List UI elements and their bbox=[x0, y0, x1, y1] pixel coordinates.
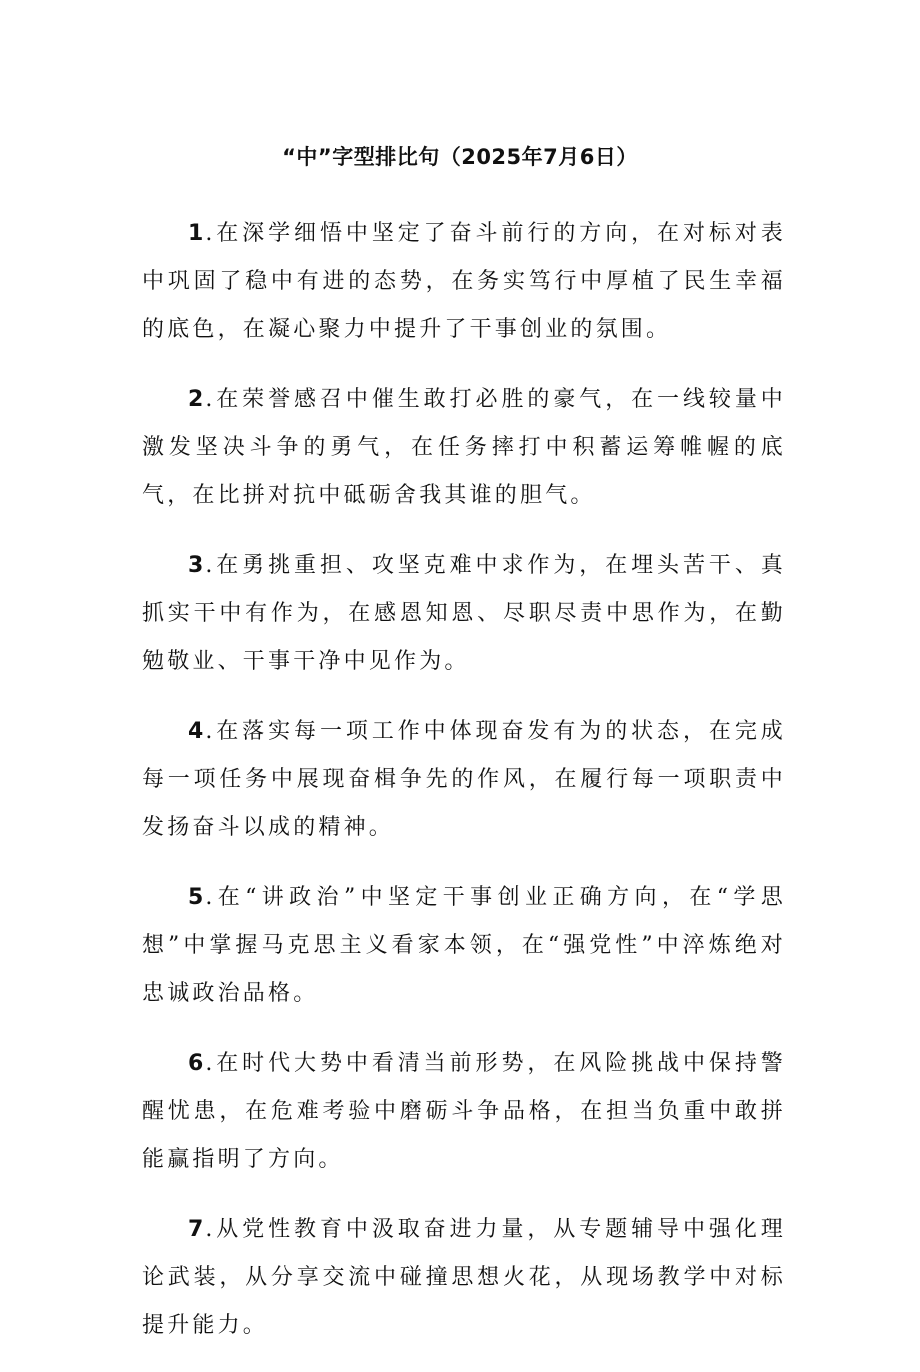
paragraph-6 bbox=[142, 1040, 786, 1184]
paragraph-text: .在时代大势中看清当前形势，在风险挑战中保持警醒忧患，在危难考验中磨砺斗争品格，在担当负重中敢拼能赢指明了方向。 bbox=[142, 1051, 786, 1172]
paragraph-text: .在荣誉感召中催生敢打必胜的豪气，在一线较量中激发坚决斗争的勇气，在任务摔打中积蓄运筹帷幄的底气，在比拼对抗中砥砺舍我其谁的胆气。 bbox=[142, 387, 786, 508]
paragraph-4 bbox=[142, 708, 786, 852]
paragraph-3 bbox=[142, 542, 786, 686]
paragraph-text: .在落实每一项工作中体现奋发有为的状态，在完成每一项任务中展现奋楫争先的作风，在履行每一项职责中发扬奋斗以成的精神。 bbox=[142, 719, 786, 840]
paragraph-number: 2 bbox=[188, 387, 206, 412]
paragraph-text: .从党性教育中汲取奋进力量，从专题辅导中强化理论武装，从分享交流中碰撞思想火花，从现场教学中对标提升能力。 bbox=[142, 1217, 786, 1338]
paragraph-text: .在“讲政治”中坚定干事创业正确方向，在“学思想”中掌握马克思主义看家本领，在“强党性”中淬炼绝对忠诚政治品格。 bbox=[142, 885, 786, 1006]
paragraph-number: 7 bbox=[188, 1217, 206, 1242]
paragraph-number: 4 bbox=[188, 719, 206, 744]
paragraph-7 bbox=[142, 1206, 786, 1350]
paragraph-text: .在深学细悟中坚定了奋斗前行的方向，在对标对表中巩固了稳中有进的态势，在务实笃行中厚植了民生幸福的底色，在凝心聚力中提升了干事创业的氛围。 bbox=[142, 221, 786, 342]
paragraph-number: 6 bbox=[188, 1051, 206, 1076]
paragraph-number: 5 bbox=[188, 885, 206, 910]
document-body bbox=[142, 210, 786, 1372]
paragraph-2 bbox=[142, 376, 786, 520]
paragraph-1 bbox=[142, 210, 786, 354]
paragraph-number: 1 bbox=[188, 221, 206, 246]
paragraph-5 bbox=[142, 874, 786, 1018]
paragraph-number: 3 bbox=[188, 553, 206, 578]
document-title: “中”字型排比句（2025年7月6日） bbox=[282, 145, 638, 169]
paragraph-text: .在勇挑重担、攻坚克难中求作为，在埋头苦干、真抓实干中有作为，在感恩知恩、尽职尽责中思作为，在勤勉敬业、干事干净中见作为。 bbox=[142, 553, 786, 674]
